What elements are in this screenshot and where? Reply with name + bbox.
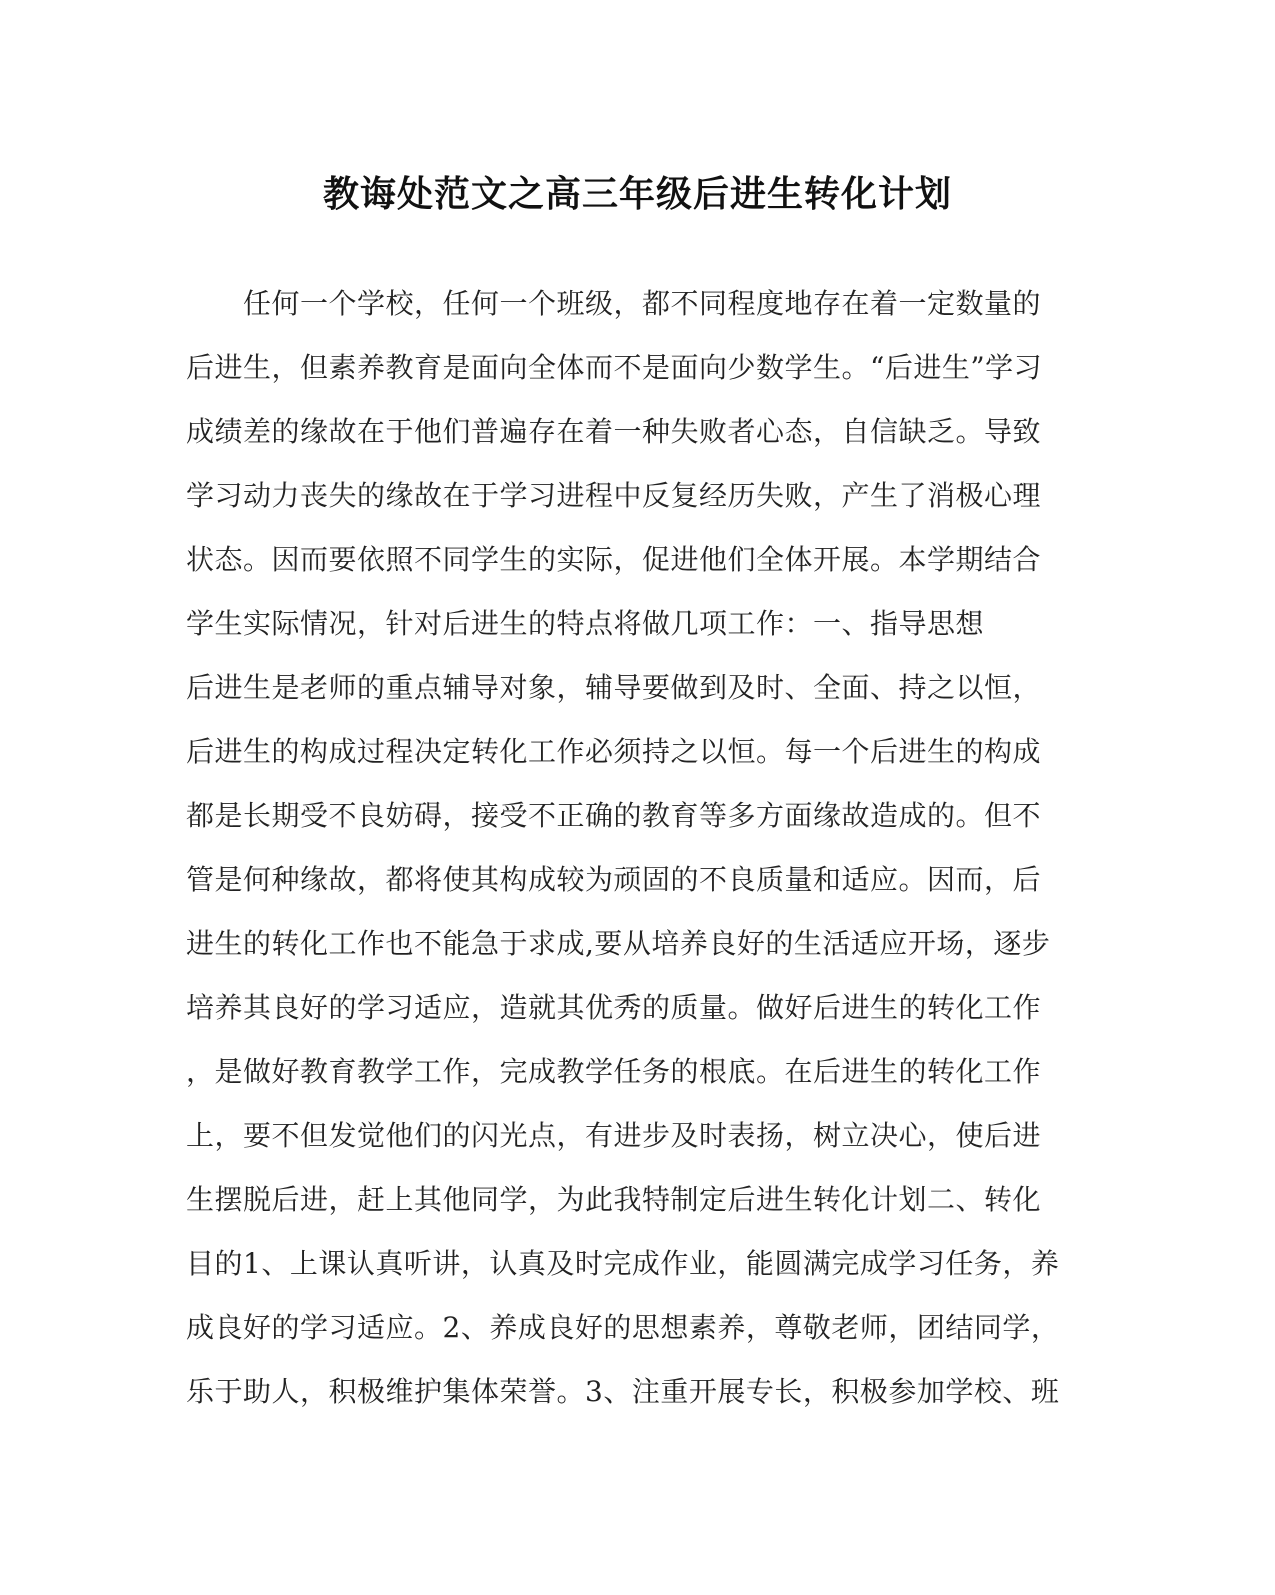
body-line: 生摆脱后进，赶上其他同学，为此我特制定后进生转化计划二、转化: [186, 1183, 1042, 1216]
body-line: 成绩差的缘故在于他们普遍存在着一种失败者心态，自信缺乏。导致: [186, 415, 1042, 448]
document-title: 教诲处范文之高三年级后进生转化计划: [322, 173, 952, 215]
body-line: 上，要不但发觉他们的闪光点，有进步及时表扬，树立决心，使后进: [186, 1119, 1042, 1152]
body-line: 学习动力丧失的缘故在于学习进程中反复经历失败，产生了消极心理: [186, 479, 1042, 512]
body-line: 管是何种缘故，都将使其构成较为顽固的不良质量和适应。因而，后: [186, 863, 1042, 896]
body-line: 乐于助人，积极维护集体荣誉。3、注重开展专长，积极参加学校、班: [186, 1375, 1060, 1408]
body-line: 学生实际情况，针对后进生的特点将做几项工作：一、指导思想: [186, 607, 985, 640]
body-line: 后进生是老师的重点辅导对象，辅导要做到及时、全面、持之以恒，: [186, 671, 1042, 704]
body-line: 成良好的学习适应。2、养成良好的思想素养，尊敬老师，团结同学，: [186, 1311, 1060, 1344]
body-line: 都是长期受不良妨碍，接受不正确的教育等多方面缘故造成的。但不: [186, 799, 1042, 832]
body-line: 后进生的构成过程决定转化工作必须持之以恒。每一个后进生的构成: [186, 735, 1042, 768]
body-line: 任何一个学校，任何一个班级，都不同程度地存在着一定数量的: [186, 287, 1042, 320]
body-line: ，是做好教育教学工作，完成教学任务的根底。在后进生的转化工作: [186, 1055, 1042, 1088]
document-body: [186, 272, 1086, 1424]
body-line: 培养其良好的学习适应，造就其优秀的质量。做好后进生的转化工作: [186, 991, 1042, 1024]
body-line: 目的1、上课认真听讲，认真及时完成作业，能圆满完成学习任务，养: [186, 1247, 1060, 1280]
body-line: 进生的转化工作也不能急于求成,要从培养良好的生活适应开场，逐步: [186, 927, 1051, 960]
body-line: 后进生，但素养教育是面向全体而不是面向少数学生。“后进生”学习: [186, 351, 1043, 384]
body-line: 状态。因而要依照不同学生的实际，促进他们全体开展。本学期结合: [186, 543, 1042, 576]
